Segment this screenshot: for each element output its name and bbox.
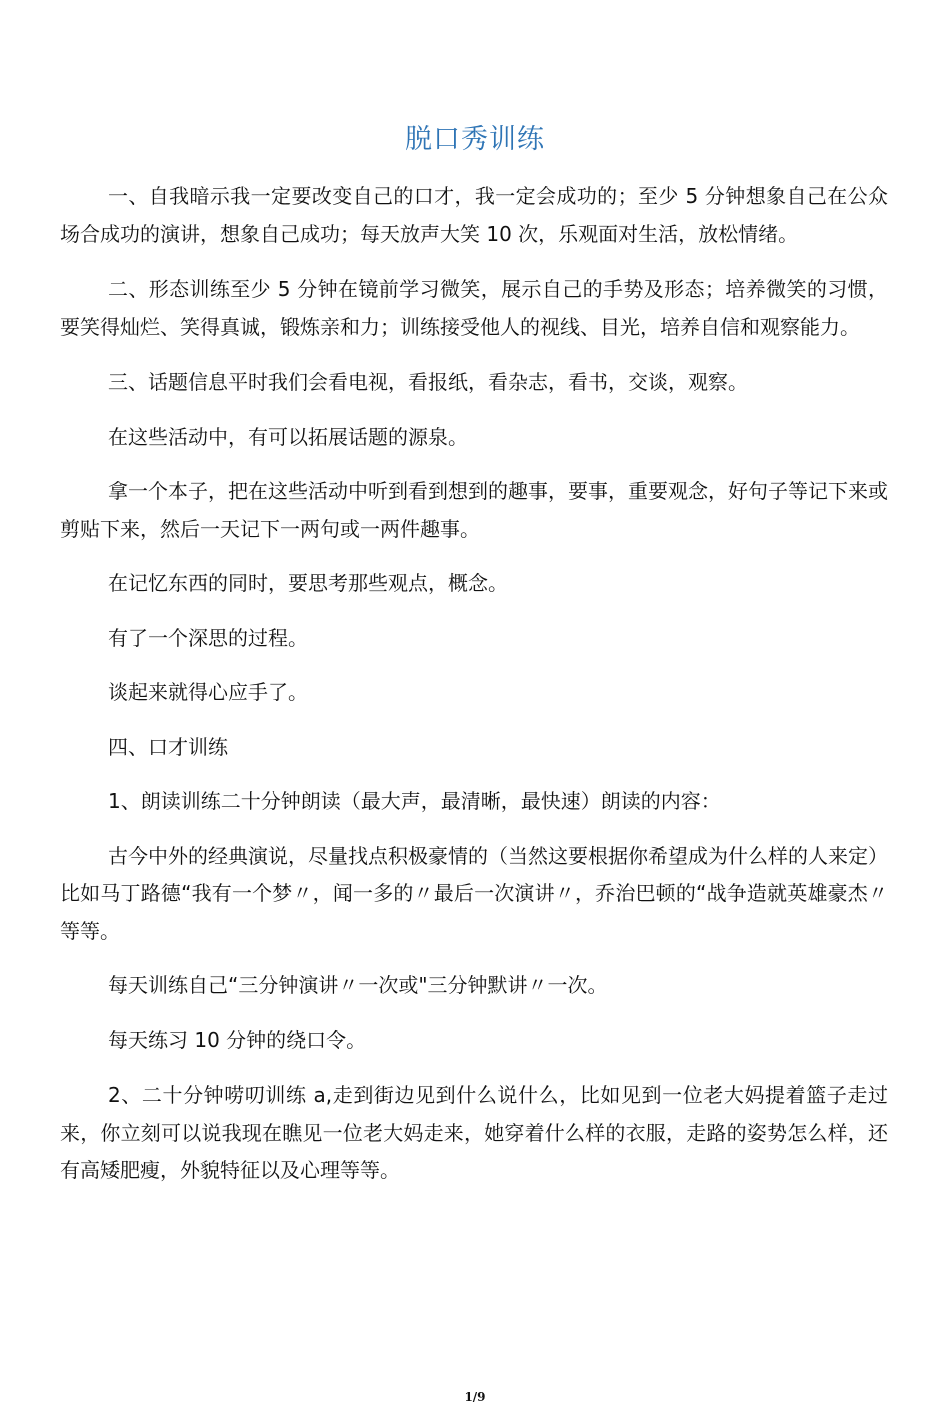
paragraph-activities: 在这些活动中，有可以拓展话题的源泉。 [108,424,468,449]
document-title: 脱口秀训练 [405,124,545,155]
paragraph-self-suggestion: 一、自我暗示我一定要改变自己的口才，我一定会成功的；至少 5 分钟想象自己在公众场合成功的演讲，想象自己成功；每天放声大笑 10 次，乐观面对生活，放松情绪。 [60,184,888,246]
paragraph-chatter-training: 2、二十分钟唠叨训练 a,走到街边见到什么说什么，比如见到一位老大妈提着篮子走过来，你立刻可以说我现在瞧见一位老大妈走来，她穿着什么样的衣服，走路的姿势怎么样，还有高矮肥瘦，外貌特征以及心理等等。 [60,1083,888,1182]
paragraph-classic-speeches: 古今中外的经典演说，尽量找点积极豪情的（当然这要根据你希望成为什么样的人来定）比如马丁路德“我有一个梦〃，闻一多的〃最后一次演讲〃，乔治巴顿的“战争造就英雄豪杰〃等等。 [60,843,888,943]
paragraph-three-minute-speech: 每天训练自己“三分钟演讲〃一次或"三分钟默讲〃一次。 [108,973,608,997]
paragraph-memory: 在记忆东西的同时，要思考那些观点，概念。 [108,571,508,595]
paragraph-posture-training: 二、形态训练至少 5 分钟在镜前学习微笑，展示自己的手势及形态；培养微笑的习惯，要笑得灿烂、笑得真诚，锻炼亲和力；训练接受他人的视线、目光，培养自信和观察能力。 [60,277,888,339]
document-body [60,178,888,1190]
paragraph-reading-training: 1、朗读训练二十分钟朗读（最大声，最清晰，最快速）朗读的内容： [108,789,721,813]
paragraph-fluent: 谈起来就得心应手了。 [108,680,308,704]
paragraph-deep-thought: 有了一个深思的过程。 [108,625,308,650]
paragraph-topic-info: 三、话题信息平时我们会看电视，看报纸，看杂志，看书，交谈，观察。 [108,370,748,394]
paragraph-tongue-twister: 每天练习 10 分钟的绕口令。 [108,1027,367,1052]
paragraph-notebook: 拿一个本子，把在这些活动中听到看到想到的趣事，要事，重要观念，好句子等记下来或剪贴下来，然后一天记下一两句或一两件趣事。 [60,479,888,541]
page-number: 1/9 [464,1390,486,1404]
paragraph-eloquence-heading: 四、口才训练 [108,734,228,759]
